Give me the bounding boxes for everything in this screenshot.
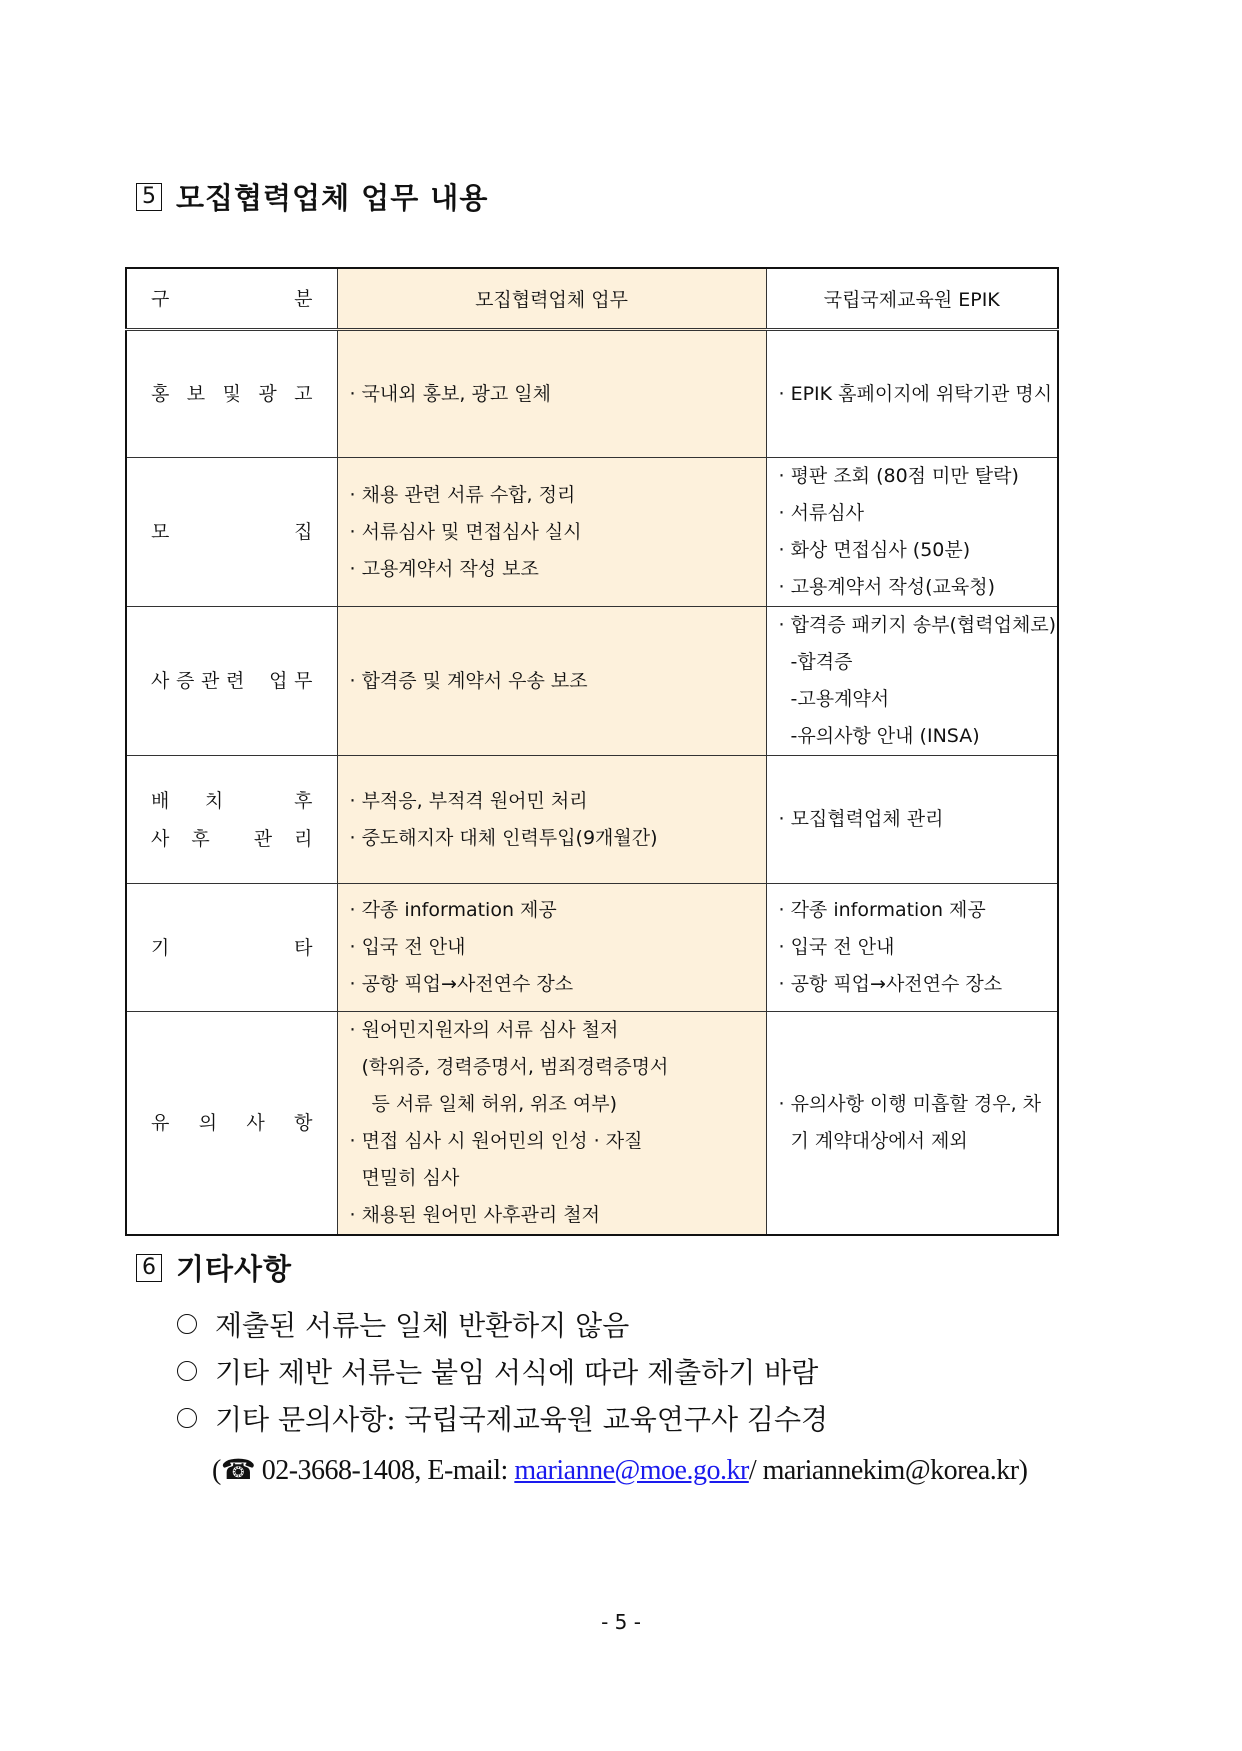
list-item: 기타 문의사항: 국립국제교육원 교육연구사 김수경: [177, 1394, 828, 1441]
epik-cell: · 평판 조회 (80점 미만 탈락) · 서류심사 · 화상 면접심사 (50분) · 고용계약서 작성(교육청): [766, 458, 1058, 607]
epik-cell: · 각종 information 제공 · 입국 전 안내 · 공항 픽업→사전연수 장소: [766, 884, 1058, 1012]
row-category: 기 타: [126, 884, 337, 1012]
section-number-box: 6: [136, 1254, 162, 1282]
email-korea: mariannekim@korea.kr: [762, 1455, 1019, 1486]
table-row: [126, 756, 1058, 884]
circle-bullet-icon: [177, 1314, 197, 1334]
agency-cell: · 원어민지원자의 서류 심사 철저 (학위증, 경력증명서, 범죄경력증명서 등 서류 일체 허위, 위조 여부) · 면접 심사 시 원어민의 인성 · 자질 면밀히 심사 · 채용된 원어민 사후관리 철저: [337, 1012, 766, 1236]
circle-bullet-icon: [177, 1361, 197, 1381]
section-title: 모집협력업체 업무 내용: [176, 181, 489, 215]
contact-line: (☎ 02-3668-1408, E-mail: marianne@moe.go.kr/ mariannekim@korea.kr): [212, 1455, 1028, 1486]
list-item: 기타 제반 서류는 붙임 서식에 따라 제출하기 바람: [177, 1347, 828, 1394]
row-category: 모 집: [126, 458, 337, 607]
agency-cell: · 부적응, 부적격 원어민 처리 · 중도해지자 대체 인력투입(9개월간): [337, 756, 766, 884]
page-number: - 5 -: [601, 1610, 641, 1634]
row-category: 홍 보 및 광 고: [126, 330, 337, 458]
duty-table: [125, 267, 1059, 1236]
table-row: [126, 884, 1058, 1012]
email-link-moe[interactable]: marianne@moe.go.kr: [514, 1455, 749, 1486]
circle-bullet-icon: [177, 1408, 197, 1428]
table-row: [126, 458, 1058, 607]
section-number-box: 5: [136, 183, 162, 211]
agency-cell: · 국내외 홍보, 광고 일체: [337, 330, 766, 458]
epik-cell: · 유의사항 이행 미흡할 경우, 차 기 계약대상에서 제외: [766, 1012, 1058, 1236]
header-agency: 모집협력업체 업무: [337, 268, 766, 330]
header-epik: 국립국제교육원 EPIK: [766, 268, 1058, 330]
header-category: 구 분: [126, 268, 337, 330]
epik-cell: · 합격증 패키지 송부(협력업체로) -합격증 -고용계약서 -유의사항 안내 (INSA): [766, 607, 1058, 756]
agency-cell: · 채용 관련 서류 수합, 정리 · 서류심사 및 면접심사 실시 · 고용계약서 작성 보조: [337, 458, 766, 607]
row-category: 사 증 관 련 업 무: [126, 607, 337, 756]
section-5-heading: [136, 176, 488, 217]
epik-cell: · EPIK 홈페이지에 위탁기관 명시: [766, 330, 1058, 458]
table-row: [126, 607, 1058, 756]
row-category: 유 의 사 항: [126, 1012, 337, 1236]
table-row: [126, 1012, 1058, 1236]
agency-cell: · 각종 information 제공 · 입국 전 안내 · 공항 픽업→사전연수 장소: [337, 884, 766, 1012]
list-item: 제출된 서류는 일체 반환하지 않음: [177, 1300, 828, 1347]
section-title: 기타사항: [176, 1252, 293, 1286]
agency-cell: · 합격증 및 계약서 우송 보조: [337, 607, 766, 756]
table-header-row: [126, 268, 1058, 330]
row-category: 배 치 후 사 후 관 리: [126, 756, 337, 884]
table-row: [126, 330, 1058, 458]
epik-cell: · 모집협력업체 관리: [766, 756, 1058, 884]
notes-list: [177, 1300, 828, 1441]
section-6-heading: [136, 1247, 292, 1288]
